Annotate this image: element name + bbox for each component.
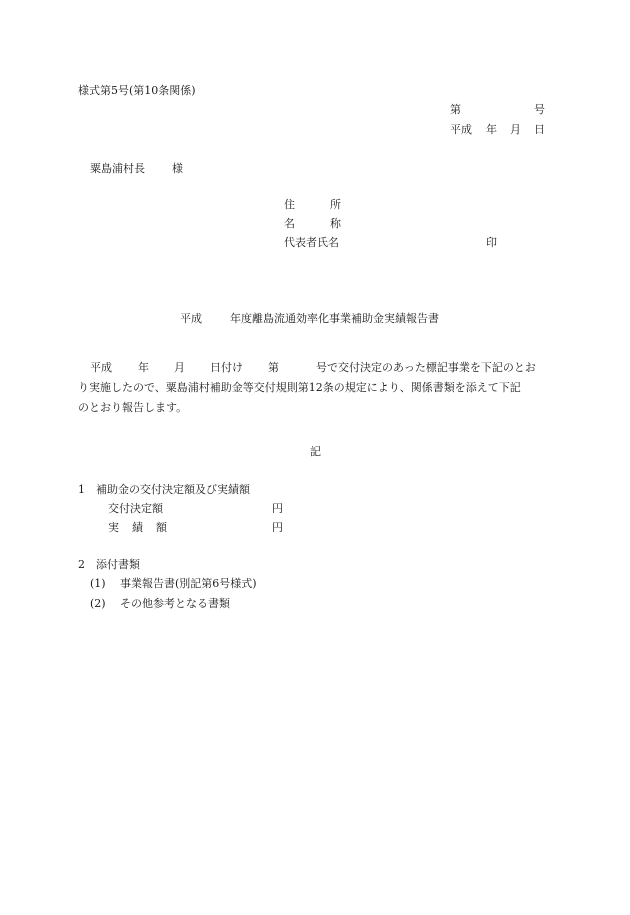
actual-amount-label-2: 績 xyxy=(132,521,143,534)
body-line3: のとおり報告します。 xyxy=(78,401,188,414)
seal-mark: 印 xyxy=(486,236,497,249)
section1-number: 1 xyxy=(78,483,85,496)
body-date-suffix: 日付け xyxy=(210,361,243,374)
date-era: 平成 xyxy=(450,123,472,136)
section2-heading: 添付書類 xyxy=(96,558,140,571)
attachment-2-text: その他参考となる書類 xyxy=(120,597,230,610)
name-label-1: 名 xyxy=(284,217,295,230)
section1-heading: 補助金の交付決定額及び実績額 xyxy=(96,483,250,496)
doc-number-prefix: 第 xyxy=(450,103,461,116)
attachment-2-number: (2) xyxy=(90,597,106,610)
body-month: 月 xyxy=(174,361,185,374)
form-label: 様式第5号(第10条関係) xyxy=(78,84,196,97)
date-day: 日 xyxy=(534,123,545,136)
addressee-name: 粟島浦村長 xyxy=(90,162,145,175)
body-year: 年 xyxy=(138,361,149,374)
actual-amount-unit: 円 xyxy=(272,521,283,534)
ki-heading: 記 xyxy=(310,445,321,458)
decision-amount-label: 交付決定額 xyxy=(108,502,163,515)
date-month: 月 xyxy=(510,123,521,136)
section2-number: 2 xyxy=(78,558,85,571)
name-label-2: 称 xyxy=(330,217,341,230)
actual-amount-label-1: 実 xyxy=(108,521,119,534)
document-title: 年度離島流通効率化事業補助金実績報告書 xyxy=(230,312,439,325)
date-year: 年 xyxy=(486,123,497,136)
attachment-1-text: 事業報告書(別記第6号様式) xyxy=(120,577,257,590)
doc-number-suffix: 号 xyxy=(534,103,545,116)
body-line2: り実施したので、粟島浦村補助金等交付規則第12条の規定により、関係書類を添えて下記 xyxy=(78,381,521,394)
address-label-1: 住 xyxy=(284,198,295,211)
title-era: 平成 xyxy=(180,312,202,325)
decision-amount-unit: 円 xyxy=(272,502,283,515)
address-label-2: 所 xyxy=(330,198,341,211)
body-era: 平成 xyxy=(90,361,112,374)
representative-label: 代表者氏名 xyxy=(284,236,339,249)
attachment-1-number: (1) xyxy=(90,577,106,590)
body-line1-text: 号で交付決定のあった標記事業を下記のとお xyxy=(316,361,536,374)
addressee-honorific: 様 xyxy=(172,162,183,175)
body-number-prefix: 第 xyxy=(268,361,279,374)
actual-amount-label-3: 額 xyxy=(156,521,167,534)
